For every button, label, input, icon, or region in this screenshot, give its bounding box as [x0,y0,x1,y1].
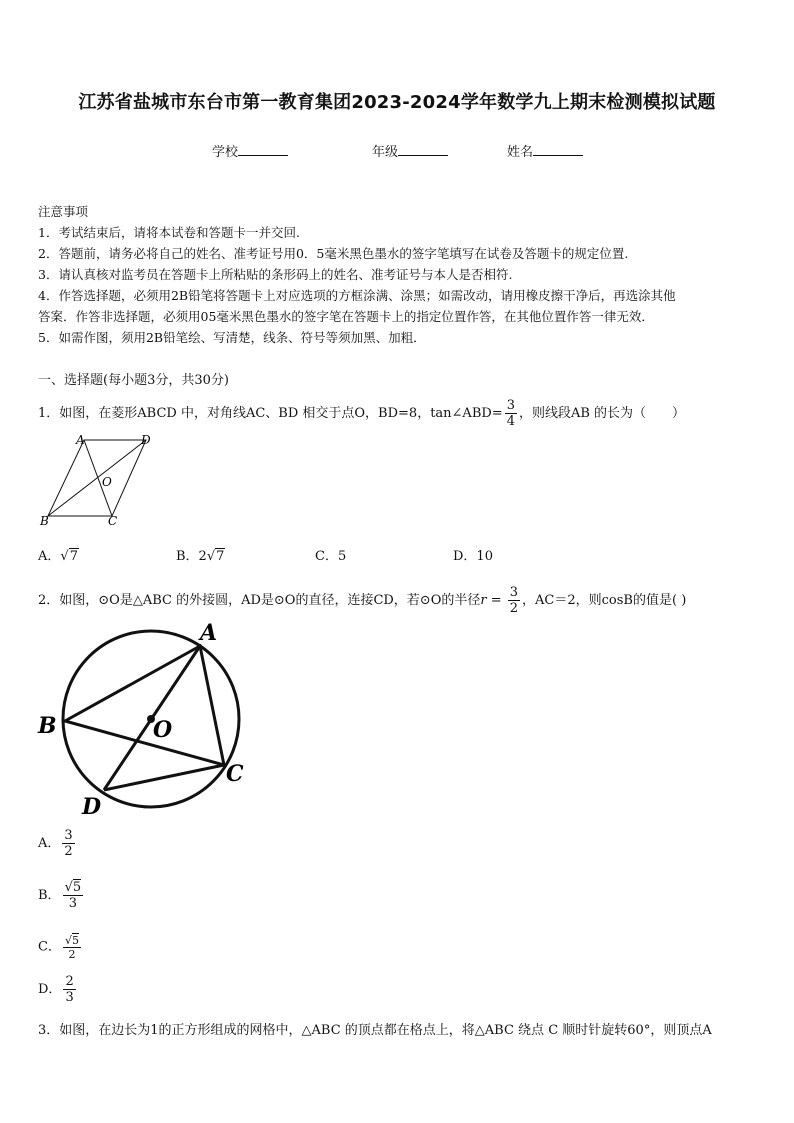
grade-field [372,141,448,160]
name-label: 姓名 [507,145,534,160]
q2-option-d[interactable] [38,974,78,1005]
option-a-radicand: 7 [69,549,78,564]
q2-option-c[interactable] [38,934,83,961]
q2-eq: = [486,593,506,608]
triangle-abc [65,646,224,765]
question-1-stem [38,398,685,429]
q2-option-a[interactable] [38,828,77,859]
option-a-fraction [62,828,74,859]
label-d: D [82,794,102,820]
option-b-radicand: 5 [72,880,82,895]
q1-text-after: ，则线段AB 的长为（ ） [518,406,686,421]
option-a-label: A． [38,836,61,851]
notice-item: 2．答题前，请务必将自己的姓名、准考证号用0．5毫米黑色墨水的签字笔填写在试卷及答题卡的规定位置. [38,246,629,261]
q2-option-b[interactable] [38,880,85,911]
label-b: B [40,514,49,528]
question-2-stem [38,585,686,616]
label-a: A [200,620,218,646]
option-b-den: 3 [68,896,77,911]
notice-item: 5．如需作图，须用2B铅笔绘、写清楚，线条、符号等须加黑、加粗． [38,330,426,345]
option-b-label: B．2 [176,549,207,564]
option-a-den: 2 [64,844,73,859]
label-a: A [76,433,85,447]
option-a-num: 3 [64,828,73,843]
q1-option-d[interactable]: D．10 [453,549,493,564]
q2-circle-figure [34,618,254,823]
q2-frac-den: 2 [509,601,519,616]
option-d-den: 3 [65,990,74,1005]
q1-option-b[interactable] [176,545,225,564]
option-b-radicand: 7 [216,549,225,564]
q2-text-after: ，AC＝2，则cosB的值是( ) [522,593,687,608]
option-c-radicand: 5 [71,934,79,947]
option-c-den: 2 [68,948,76,961]
q1-frac-num: 3 [506,398,515,413]
sqrt-icon: √7 [60,549,78,564]
q2-text-before: 2．如图，⊙O是△ABC 的外接圆，AD是⊙O的直径，连接CD，若⊙O的半径 [38,593,481,608]
notice-item: 4．作答选择题，必须用2B铅笔将答题卡上对应选项的方框涂满、涂黑；如需改动，请用橡皮擦干净后，再选涂其他 [38,288,676,303]
school-label: 学校 [212,145,239,160]
q1-option-a[interactable] [38,545,79,564]
school-blank[interactable] [238,143,288,156]
q2-frac-num: 3 [509,585,519,600]
label-c: C [108,514,118,528]
notice-block [38,201,758,348]
q1-option-c[interactable]: C．5 [315,549,347,564]
option-b-fraction [63,880,84,911]
option-c-num: √5 [64,934,79,947]
grade-blank[interactable] [398,143,448,156]
q1-fraction [505,398,517,429]
option-d-num: 2 [65,974,74,989]
notice-item: 3．请认真核对监考员在答题卡上所粘贴的条形码上的姓名、准考证号与本人是否相符. [38,267,513,282]
notice-item: 1．考试结束后，请将本试卷和答题卡一并交回. [38,225,300,240]
option-d-label: D． [38,982,62,997]
grade-label: 年级 [372,145,399,160]
name-blank[interactable] [533,143,583,156]
option-b-label: B． [38,888,61,903]
label-c: C [226,761,244,787]
q1-frac-den: 4 [506,414,515,429]
diagonal-bd [48,440,146,516]
q1-text-before: 1．如图，在菱形ABCD 中，对角线AC、BD 相交于点O，BD=8，tan∠ABD= [38,406,503,421]
name-field [507,141,583,160]
option-d-fraction [63,974,75,1005]
q2-fraction [508,585,520,616]
option-c-fraction [63,934,81,961]
option-c-label: C． [38,939,61,955]
label-o: O [102,475,112,489]
school-field [212,141,288,160]
sqrt-icon: √7 [206,549,225,564]
page-title: 江苏省盐城市东台市第一教育集团2023-2024学年数学九上期末检测模拟试题 [78,92,716,113]
section-heading: 一、选择题(每小题3分，共30分) [38,373,229,388]
label-o: O [153,717,173,743]
question-3-stem: 3．如图，在边长为1的正方形组成的网格中，△ABC 的顶点都在格点上，将△ABC 绕点 C 顺时针旋转60°，则顶点A [38,1023,712,1038]
notice-heading: 注意事项 [38,204,89,219]
q2-r: r [480,593,487,608]
notice-item: 答案．作答非选择题，必须用05毫米黑色墨水的签字笔在答题卡上的指定位置作答，在其他位置作答一律无效． [38,309,654,324]
option-b-num: √5 [64,880,82,895]
q1-rhombus-figure [36,430,166,530]
label-d: D [141,433,151,447]
option-a-label: A． [38,549,61,564]
label-b: B [38,713,57,739]
